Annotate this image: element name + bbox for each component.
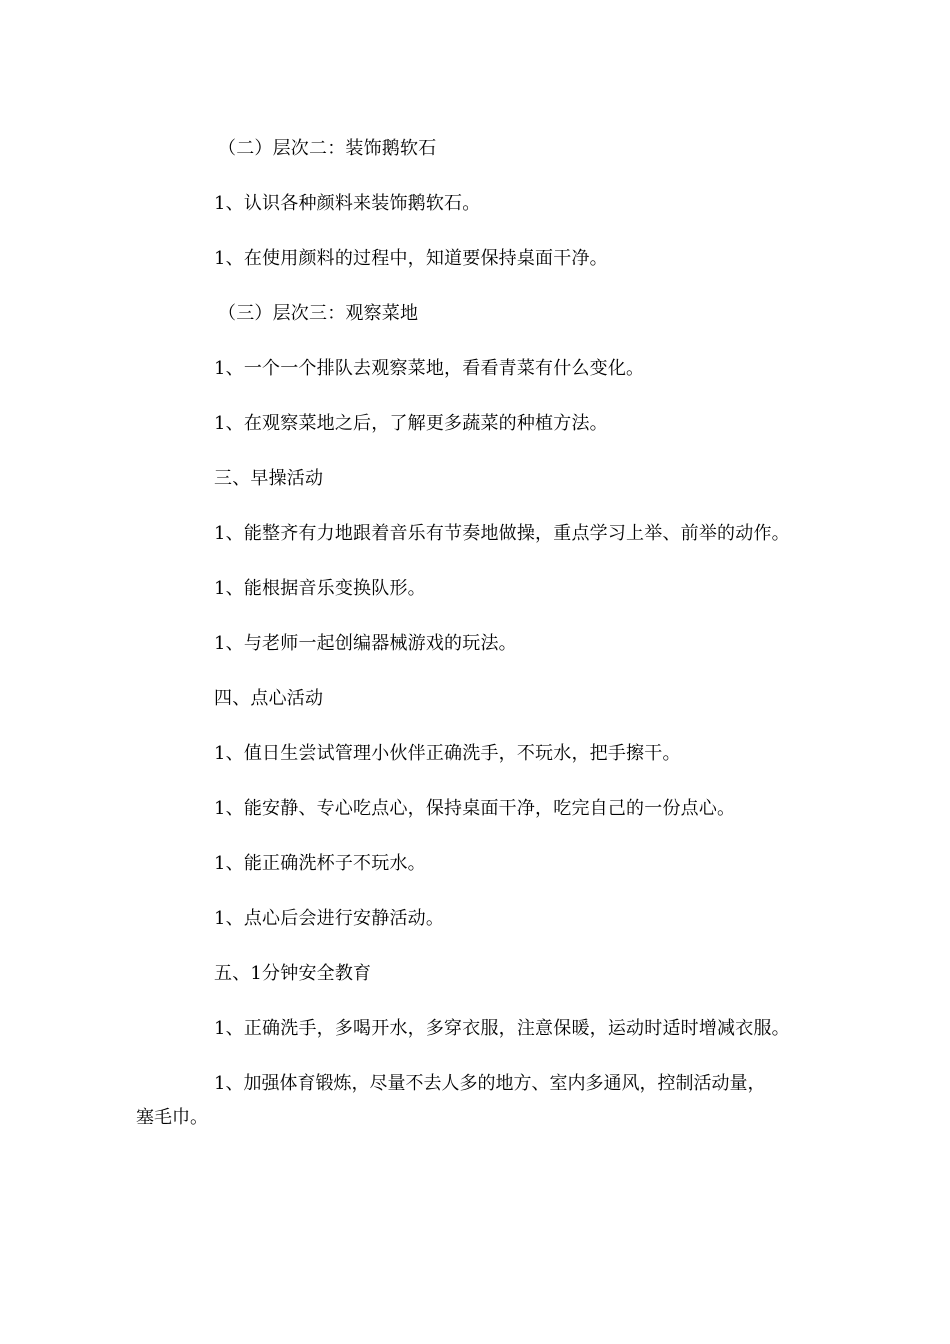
heading-level-two: （二）层次二：装饰鹅软石 — [218, 138, 437, 159]
list-item-wrapped — [0, 1067, 950, 1135]
list-item: 1、能安静、专心吃点心，保持桌面干净，吃完自己的一份点心。 — [214, 798, 736, 819]
list-item: 1、一个一个排队去观察菜地，看看青菜有什么变化。 — [214, 358, 645, 379]
list-item: 1、在使用颜料的过程中，知道要保持桌面干净。 — [214, 248, 608, 269]
list-item: 1、能根据音乐变换队形。 — [214, 578, 426, 599]
list-item: 1、点心后会进行安静活动。 — [214, 908, 445, 929]
list-item: 1、能整齐有力地跟着音乐有节奏地做操，重点学习上举、前举的动作。 — [214, 523, 790, 544]
list-item-line: 1、加强体育锻炼，尽量不去人多的地方、室内多通风，控制活动量， — [214, 1073, 766, 1094]
section-heading-safety: 五、1分钟安全教育 — [214, 963, 372, 984]
list-item: 1、正确洗手，多喝开水，多穿衣服，注意保暖，运动时适时增减衣服。 — [214, 1018, 790, 1039]
list-item: 1、在观察菜地之后，了解更多蔬菜的种植方法。 — [214, 413, 608, 434]
list-item-line: 塞毛巾。 — [136, 1107, 208, 1128]
section-heading-morning-exercise: 三、早操活动 — [214, 468, 324, 489]
list-item: 1、与老师一起创编器械游戏的玩法。 — [214, 633, 517, 654]
section-heading-snack: 四、点心活动 — [214, 688, 324, 709]
list-item: 1、值日生尝试管理小伙伴正确洗手，不玩水，把手擦干。 — [214, 743, 681, 764]
list-item: 1、能正确洗杯子不玩水。 — [214, 853, 426, 874]
heading-level-three: （三）层次三：观察菜地 — [218, 303, 419, 324]
list-item: 1、认识各种颜料来装饰鹅软石。 — [214, 193, 481, 214]
